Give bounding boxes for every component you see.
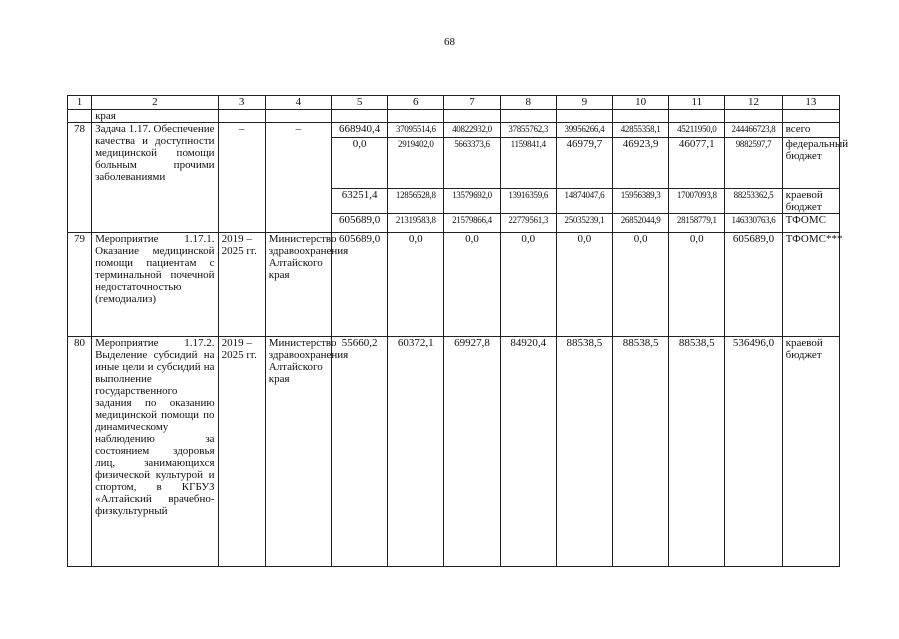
value-cell: 37855762,3 [500,123,556,138]
value-cell: 88538,5 [556,337,612,567]
value-cell: 0,0 [500,233,556,337]
header-cell: 2 [92,96,218,110]
value-cell: 84920,4 [500,337,556,567]
funding-source: ТФОМС*** [782,233,839,337]
header-cell: 4 [265,96,331,110]
header-cell: 12 [725,96,782,110]
row-number: 78 [68,123,92,233]
value-cell: 40822932,0 [444,123,500,138]
value-cell: 13916359,6 [500,189,556,214]
header-cell: 7 [444,96,500,110]
value-cell: 28158779,1 [669,214,725,233]
header-cell: 3 [218,96,265,110]
funding-source: ТФОМС [782,214,839,233]
row-executor: – [265,123,331,233]
header-cell: 6 [388,96,444,110]
value-cell: 536496,0 [725,337,782,567]
row-period: 2019 – 2025 гг. [218,337,265,567]
value-cell: 45211950,0 [669,123,725,138]
value-cell: 0,0 [613,233,669,337]
continuation-text: края [92,110,218,123]
value-cell: 25035239,1 [556,214,612,233]
row-number: 79 [68,233,92,337]
row-period: 2019 – 2025 гг. [218,233,265,337]
value-cell: 88538,5 [613,337,669,567]
value-cell: 21579866,4 [444,214,500,233]
table-row [68,337,840,567]
funding-source: краевой бюджет [782,337,839,567]
value-cell: 46077,1 [669,138,725,189]
value-cell: 88538,5 [669,337,725,567]
header-cell: 5 [331,96,387,110]
row-number: 80 [68,337,92,567]
value-cell: 14874047,6 [556,189,612,214]
value-cell: 0,0 [556,233,612,337]
value-cell: 88253362,5 [725,189,782,214]
header-row [68,96,840,110]
value-cell: 605689,0 [725,233,782,337]
header-cell: 13 [782,96,839,110]
header-cell: 8 [500,96,556,110]
value-cell: 37095514,6 [388,123,444,138]
header-cell: 9 [556,96,612,110]
value-cell: 26852044,9 [613,214,669,233]
value-cell: 46979,7 [556,138,612,189]
value-cell: 13579692,0 [444,189,500,214]
table-row [68,233,840,337]
row-name: Мероприятие 1.17.1. Оказание медицинской помощи пациентам с терминальной почечной недостаточностью (гемодиализ) [92,233,218,337]
value-cell: 9882597,7 [725,138,782,189]
header-cell: 1 [68,96,92,110]
value-cell: 0,0 [669,233,725,337]
funding-source: краевой бюджет [782,189,839,214]
value-cell: 146330763,6 [725,214,782,233]
value-cell: 605689,0 [331,214,387,233]
value-cell: 668940,4 [331,123,387,138]
value-cell: 0,0 [331,138,387,189]
value-cell: 46923,9 [613,138,669,189]
value-cell: 15956389,3 [613,189,669,214]
value-cell: 1159841,4 [500,138,556,189]
value-cell: 22779561,3 [500,214,556,233]
value-cell: 55660,2 [331,337,387,567]
row-executor: Министерство здравоохранения Алтайского края [265,337,331,567]
funding-source: федеральный бюджет [782,138,839,189]
row-period: – [218,123,265,233]
value-cell: 42855358,1 [613,123,669,138]
header-cell: 11 [669,96,725,110]
page-number: 68 [444,36,455,48]
continuation-row [68,110,840,123]
header-cell: 10 [613,96,669,110]
value-cell: 39956266,4 [556,123,612,138]
budget-table [67,95,849,567]
value-cell: 60372,1 [388,337,444,567]
row-name: Задача 1.17. Обеспечение качества и доступности медицинской помощи больным прочими заболеваниями [92,123,218,233]
row-name: Мероприятие 1.17.2. Выделение субсидий на иные цели и субсидий на выполнение государственного задания по оказанию медицинской помощи по динамическому наблюдению за состоянием здоровья лиц, занимающихся физической культурой и спортом, в КГБУЗ «Алтайский врачебно-физкультурный [92,337,218,567]
value-cell: 69927,8 [444,337,500,567]
table-row [68,123,840,138]
value-cell: 12856528,8 [388,189,444,214]
value-cell: 21319583,8 [388,214,444,233]
value-cell: 5663373,6 [444,138,500,189]
value-cell: 0,0 [444,233,500,337]
funding-source: всего [782,123,839,138]
value-cell: 2919402,0 [388,138,444,189]
row-executor: Министерство здравоохранения Алтайского края [265,233,331,337]
value-cell: 17007093,8 [669,189,725,214]
value-cell: 0,0 [388,233,444,337]
value-cell: 605689,0 [331,233,387,337]
value-cell: 63251,4 [331,189,387,214]
value-cell: 244466723,8 [725,123,782,138]
